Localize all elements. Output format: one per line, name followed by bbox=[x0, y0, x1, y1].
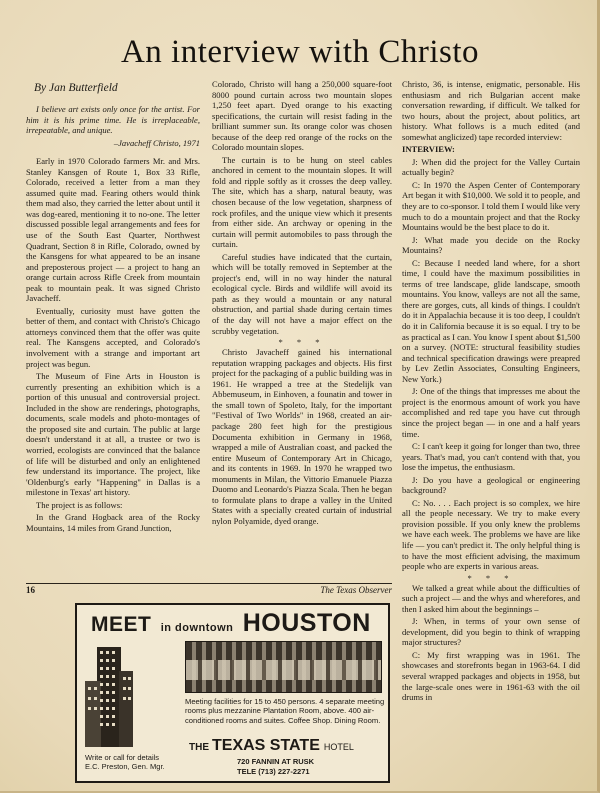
paragraph: J: When, in terms of your own sense of development, did you begin to think of wrapping major structures? bbox=[402, 616, 580, 648]
paragraph: In the Grand Hogback area of the Rocky Mountains, 14 miles from Grand Junction, bbox=[26, 512, 200, 533]
interview-heading: INTERVIEW: bbox=[402, 144, 455, 155]
paragraph: The curtain is to be hung on steel cables anchored in cement to the mountain slopes. It will fold and ripple softly as it crosses the deep valley. The site, which has a sharp, natural beauty, was chosen because of the low vegetation, sharpness of rock profiles, and the unique view which it presents from either side. An archway or opening in the curtain will permit automobiles to pass through the curtain. bbox=[212, 154, 392, 250]
article-title: An interview with Christo bbox=[120, 34, 480, 70]
hotel-advertisement bbox=[75, 603, 390, 783]
address-line: 720 FANNIN AT RUSK bbox=[237, 757, 315, 766]
dining-room-photo bbox=[185, 641, 382, 693]
page-number: 16 bbox=[26, 585, 35, 595]
section-break: * * * bbox=[467, 572, 515, 583]
paragraph: Eventually, curiosity must have gotten the better of them, and contact with Christo's Chicago attorneys convinced them that the offer was quite real. The Kansgens accepted, and Colorado's involvement with a strange and important art project was begun. bbox=[26, 305, 200, 369]
paragraph: Christo Javacheff gained his international reputation wrapping packages and objects. His first project for the packaging of a public building was in 1961. He wrapped a tree at the Stedelijk van Abbemuseum, in Einhoven, a founatin and tower in the small town of Spoleto, Italy, for the important "Festival of Two Worlds" in 1968, created an air-package 280 feet high for the prestigious Documenta exhibition in Germany in 1968, wrapped a mile of Australian coast, and packed the entire Museum of Contemporary Art in Chicago, and its contents in 1969. In 1970 he wrapped two monuments in Milan, the Vittorio Emanuele Piazza Duomo and Leonardo's Piazza Scala. Then he began to formulate plans to drape a valley in the United States with a specially created curtain of industrial nylon Polyamide, dyed orange. bbox=[212, 347, 392, 526]
paragraph: Christo, 36, is intense, enigmatic, personable. His enthusiasm and rich Bulgarian accent make conversation rewarding, if difficult. We talked for two hours, about the project, about politics, art history. What follows is a much edited (and somewhat anglicized) tape recorded interview: bbox=[402, 79, 580, 142]
ad-meet-word: MEET bbox=[91, 613, 152, 636]
ad-in-downtown: in downtown bbox=[160, 622, 234, 634]
section-break: * * * bbox=[278, 337, 326, 348]
hotel-address bbox=[237, 757, 314, 776]
publication-name: The Texas Observer bbox=[320, 585, 392, 595]
paragraph: Careful studies have indicated that the curtain, which will be totally removed in September at the project's end, will in no way hinder the natural ecological cycle. Birds and wildlife will avoid its path as they would a mountain or any natural obstruction, and partial shade during certain times of the day will not have a major effect on the scrubby vegetation. bbox=[212, 251, 392, 336]
paragraph: The project is as follows: bbox=[36, 499, 123, 510]
paragraph: C: In 1970 the Aspen Center of Contemporary Art began it with $10,000. We sold it to people, and they are to co-sponsor. I told them I would like very much to do a mountain project and that the Rocky Mountains would be the best place to do it. bbox=[402, 179, 580, 233]
article-column-3 bbox=[402, 79, 580, 779]
byline: By Jan Butterfield bbox=[34, 82, 118, 94]
paragraph: We talked a great while about the difficulties of such a project — and the whys and wherefores, and then I asked him about the beginnings – bbox=[402, 582, 580, 614]
ad-headline bbox=[91, 609, 371, 638]
paragraph: Colorado, Christo will hang a 250,000 square-foot 8000 pound curtain across two mountain slopes 1,250 feet apart. Dyed orange to his exacting specifications, the curtain will resist fading in the brilliant summer sun. Its orange color was chosen because of the deep red orange of the rocks on the Colorado mountain slopes. bbox=[212, 79, 392, 153]
page-footer bbox=[26, 583, 392, 595]
article-column-2 bbox=[212, 79, 392, 567]
hotel-brand bbox=[189, 737, 354, 755]
paragraph: Early in 1970 Colorado farmers Mr. and Mrs. Stanley Kansgen of Route 1, Box 33 Rifle, Colorado, received a letter from a man they assumed quite mad. Fearing others would think them mad also, they carried the letter about until it was dog-eared, mentioning it to no-one. The letter discussed possible legal arrangements and fees for use of the South East Quarter, Northwest Quadrant, Section 8 in Rifle, Colorado, owned by the Kansgens for what appeared to be an insane and preposterous project — a project to hang an orange curtain across Rifle Creek from mountain peak to mountain peak. It was signed Christo Javacheff. bbox=[26, 156, 200, 304]
paragraph: C: I can't keep it going for longer than two, three years. That's mad, you can't contend with that, you lose the impetus, the enthusiasm. bbox=[402, 441, 580, 473]
brand-hotel: HOTEL bbox=[323, 742, 354, 752]
epigraph: I believe art exists only once for the artist. For him it is his prime time. He is irreplaceable, irrepeatable, and unique. bbox=[26, 104, 200, 136]
paragraph: C: Because I needed land where, for a short time, I could have the maximum possibilities in terms of tree landscape, glide landscape, smooth mountains. You know, valleys are not all the same, there are gorges, cuts, all kinds of things. I couldn't do it in Appalachia because it is too deep, I couldn't do it in California because it is so equal. I try to be as practical as I can. You know I spent about $1,500 on a survey. (NOTE: structural feasibility studies and technical specification drawings were preapred by Lev Zetlin Associates, Consulting Engineers, New York.) bbox=[402, 257, 580, 384]
paragraph: C: My first wrapping was in 1961. The showcases and storefronts began in 1963-64. I did several wrapped packages and objects in 1958, but the large-scale ones were in 1961-63 with the oil drums in bbox=[402, 649, 580, 703]
hotel-building-illustration bbox=[83, 641, 135, 749]
ad-manager-line: E.C. Preston, Gen. Mgr. bbox=[85, 762, 165, 771]
paragraph: J: When did the project for the Valley Curtain actually begin? bbox=[402, 156, 580, 178]
phone-line: TELE (713) 227-2271 bbox=[237, 766, 310, 776]
article-column-1 bbox=[26, 104, 200, 580]
paragraph: J: What made you decide on the Rocky Mountains? bbox=[402, 234, 580, 256]
paragraph: C: No. . . . Each project is so complex, we hire all the people necessary. We try to make every provision possible. If you only knew the problems we have each week. The problems we have are like life — you can't predict it. The only helpful thing is to have the most efficient advising, the maximum people who are experts in various areas. bbox=[402, 497, 580, 572]
paragraph: The Museum of Fine Arts in Houston is currently presenting an exhibition which is a portion of this unusual and controversial project. Included in the show are renderings, photographs, documents, scale models and photo-montages of the proposed site and curtain. The public at large doesn't understand it at all, a trustee or two is worried, ecologists are convinced that the balance of life will be disturbed and only an enlightened few understand its importance. The project, like 'Oldenburg's early "Happening" in Dallas is a milestone in Texas' art history. bbox=[26, 371, 200, 498]
brand-name: TEXAS STATE bbox=[212, 737, 320, 754]
paragraph: J: Do you have a geological or engineering background? bbox=[402, 474, 580, 496]
ad-city: HOUSTON bbox=[242, 609, 371, 637]
ad-contact bbox=[85, 753, 185, 771]
ad-body-text: Meeting facilities for 15 to 450 persons. 4 separate meeting rooms plus mezzanine Plantation Room, above. 400 air-conditioned rooms and suites. Coffee Shop. Dining Room. bbox=[185, 697, 385, 725]
epigraph-attribution: –Javacheff Christo, 1971 bbox=[113, 137, 200, 148]
paragraph: J: One of the things that impresses me about the project is the enormous amount of work you have accomplished and red tape you have cut through since the project began — in one and a half years time. bbox=[402, 386, 580, 439]
brand-the: THE bbox=[189, 742, 209, 753]
ad-contact-line: Write or call for details bbox=[85, 753, 160, 762]
